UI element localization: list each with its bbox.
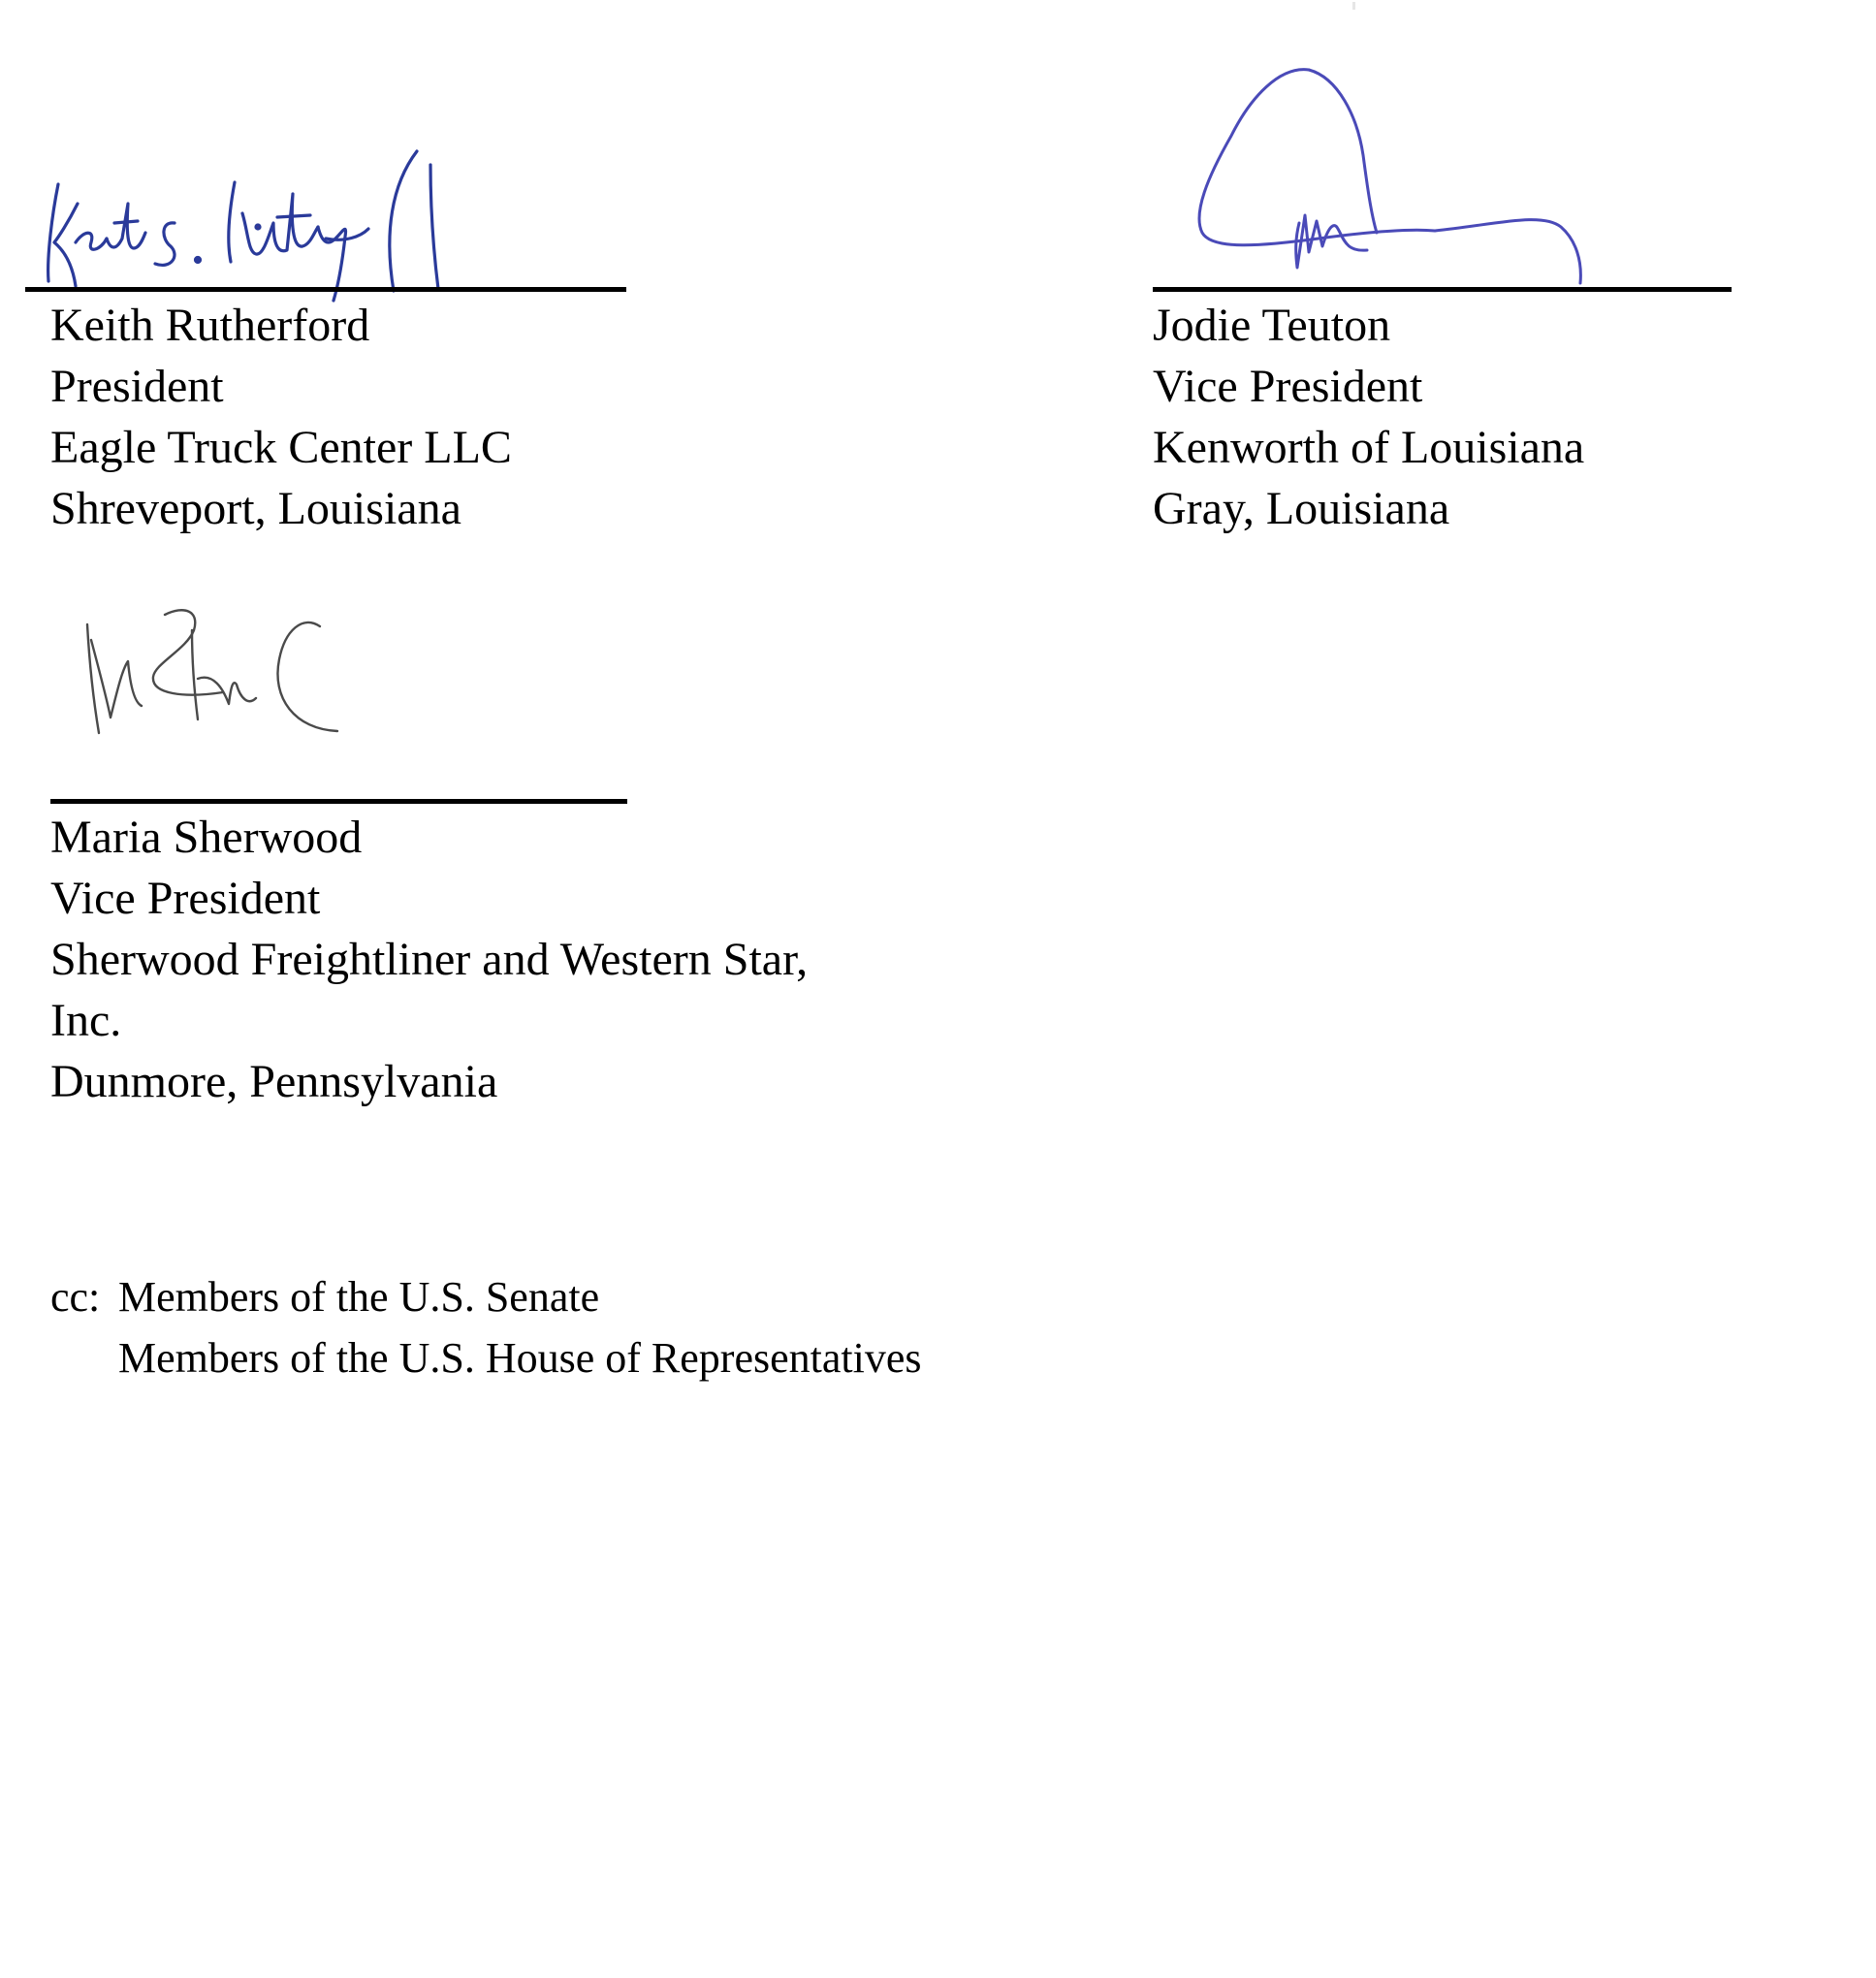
signatory-company: Sherwood Freightliner and Western Star, [50,934,809,985]
scan-speck [1352,2,1355,10]
signatory-company-continued: Inc. [50,995,122,1046]
cc-section [50,1266,921,1388]
signatory-company: Eagle Truck Center LLC [50,422,512,473]
signature-line-sherwood [50,799,627,804]
cc-row [50,1327,921,1388]
signature-line-rutherford [25,287,626,292]
signatory-details-rutherford [50,295,512,539]
signature-line-teuton [1153,287,1732,292]
signatory-location: Gray, Louisiana [1153,483,1450,534]
cc-label: cc: [50,1273,101,1321]
signatory-title: Vice President [50,873,321,924]
signatory-title: Vice President [1153,361,1423,412]
signatory-details-teuton [1153,295,1584,539]
signatory-name: Jodie Teuton [1153,300,1391,351]
signatory-name: Maria Sherwood [50,812,363,863]
cc-recipient: Members of the U.S. Senate [118,1273,600,1321]
signatory-location: Shreveport, Louisiana [50,483,461,534]
signatory-location: Dunmore, Pennsylvania [50,1056,498,1107]
signatory-name: Keith Rutherford [50,300,370,351]
signature-rutherford [19,145,504,301]
signature-sherwood [78,601,368,747]
cc-row [50,1266,921,1327]
signatory-title: President [50,361,224,412]
cc-recipient: Members of the U.S. House of Representatives [118,1334,922,1382]
signatory-details-sherwood [50,807,808,1112]
signatory-company: Kenworth of Louisiana [1153,422,1585,473]
signature-teuton [1173,58,1590,291]
